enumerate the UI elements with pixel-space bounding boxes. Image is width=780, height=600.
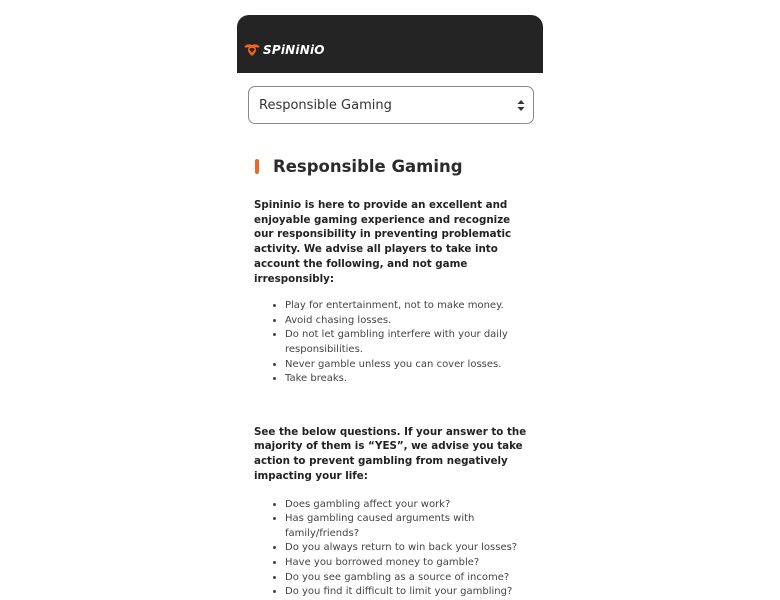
sort-arrows-icon <box>517 100 525 111</box>
spininio-logo-icon <box>243 43 261 57</box>
list-item: • Do you find it difficult to limit your gambling? <box>285 585 527 600</box>
list-item: • Do not let gambling interfere with your daily responsibilities. <box>285 328 527 357</box>
list-item: • Avoid chasing losses. <box>285 314 527 329</box>
list-item: • Have you borrowed money to gamble? <box>285 556 527 571</box>
site-header <box>237 15 543 73</box>
questions-intro-paragraph: See the below questions. If your answer to the majority of them is “YES”, we advise you take action to prevent gambling from negatively impacting your life: <box>254 425 527 482</box>
brand-logo[interactable] <box>243 43 325 57</box>
list-item: • Play for entertainment, not to make money. <box>285 299 527 314</box>
list-item: • Take breaks. <box>285 372 527 387</box>
page-select-dropdown[interactable] <box>248 86 534 124</box>
questions-list <box>254 498 527 600</box>
intro-paragraph: Spininio is here to provide an excellent and enjoyable gaming experience and recognize our responsibility in preventing problematic activity. We advise all players to take into account the following, and not game irresponsibly: <box>254 199 512 285</box>
list-item: • Do you always return to win back your losses? <box>285 541 527 556</box>
heading-accent-bar <box>255 159 259 174</box>
mobile-page <box>237 15 543 598</box>
page-content <box>237 157 543 600</box>
page-title: Responsible Gaming <box>273 157 463 176</box>
section-heading <box>254 157 527 176</box>
brand-name: SPiNiNiO <box>263 43 325 57</box>
tips-list <box>254 299 527 387</box>
list-item: • Has gambling caused arguments with family/friends? <box>285 512 527 541</box>
list-item: • Do you see gambling as a source of income? <box>285 571 527 586</box>
list-item: • Never gamble unless you can cover losses. <box>285 358 527 373</box>
page-select-value: Responsible Gaming <box>259 97 392 113</box>
list-item: • Does gambling affect your work? <box>285 498 527 513</box>
